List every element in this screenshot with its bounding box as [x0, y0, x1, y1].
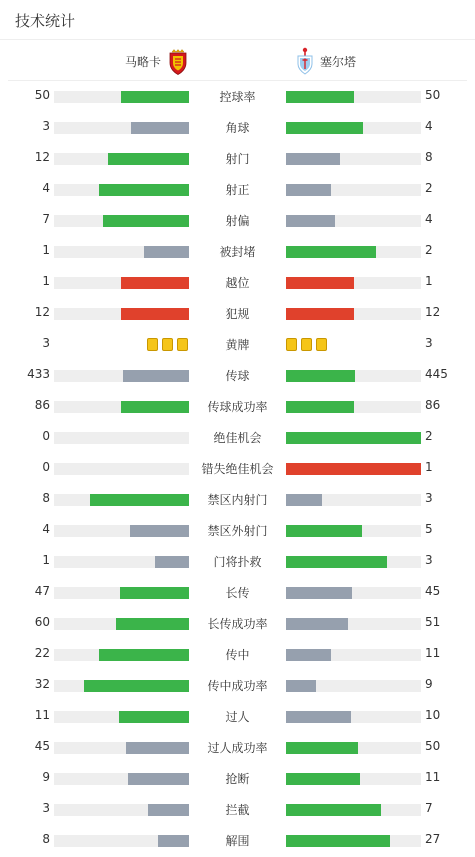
away-stat-bar-track	[286, 711, 421, 723]
home-stat-bar-track	[54, 463, 189, 475]
home-stat-value: 3	[42, 801, 50, 815]
home-stat-bar-fill	[121, 401, 189, 413]
home-stat-bar-fill	[131, 122, 189, 134]
away-stat-bar-fill	[286, 153, 340, 165]
away-stat-bar-track	[286, 370, 421, 382]
home-stat-bar-track	[54, 153, 189, 165]
away-stat-value: 45	[425, 584, 441, 598]
home-stat-value: 45	[34, 739, 50, 753]
away-stat-bar-fill	[286, 184, 331, 196]
home-stat-value: 9	[42, 770, 50, 784]
home-stat-value: 7	[42, 212, 50, 226]
home-stat-bar-fill	[121, 91, 189, 103]
home-stat-value: 86	[34, 398, 50, 412]
away-stat-value: 86	[425, 398, 441, 412]
home-stat-value: 0	[42, 429, 50, 443]
home-stat-bar-fill	[144, 246, 189, 258]
stat-row	[0, 391, 475, 422]
away-stat-value: 11	[425, 770, 441, 784]
stat-row	[0, 732, 475, 763]
away-stat-value: 445	[425, 367, 448, 381]
away-stat-value: 2	[425, 181, 433, 195]
home-stat-bar-fill	[103, 215, 189, 227]
stat-row	[0, 267, 475, 298]
stat-row	[0, 701, 475, 732]
away-stat-bar-fill	[286, 401, 354, 413]
home-stat-bar-track	[54, 122, 189, 134]
home-stat-bar-fill	[126, 742, 189, 754]
away-stat-bar-track	[286, 184, 421, 196]
away-stat-bar-fill	[286, 835, 390, 847]
home-stat-bar-track	[54, 556, 189, 568]
stat-row	[0, 484, 475, 515]
stat-row	[0, 298, 475, 329]
home-stat-value: 433	[27, 367, 50, 381]
away-stat-bar-track	[286, 401, 421, 413]
away-stat-bar-fill	[286, 308, 354, 320]
home-stat-bar-track	[54, 494, 189, 506]
away-stat-bar-fill	[286, 463, 421, 475]
away-stat-bar-track	[286, 91, 421, 103]
home-stat-bar-track	[54, 308, 189, 320]
away-stat-bar-track	[286, 494, 421, 506]
away-stat-bar-fill	[286, 525, 362, 537]
home-stat-bar-track	[54, 742, 189, 754]
away-stat-value: 5	[425, 522, 433, 536]
away-stat-bar-track	[286, 463, 421, 475]
stat-row	[0, 515, 475, 546]
stat-row	[0, 825, 475, 856]
home-stat-bar-fill	[108, 153, 189, 165]
home-stat-value: 3	[42, 119, 50, 133]
home-stat-bar-fill	[123, 370, 189, 382]
yellow-card-icon	[301, 338, 312, 351]
stat-label: 黄牌	[225, 338, 250, 352]
stat-row	[0, 236, 475, 267]
stat-label: 越位	[225, 276, 250, 290]
away-stat-bar-fill	[286, 773, 360, 785]
home-stat-value: 11	[34, 708, 50, 722]
stat-label: 射偏	[225, 214, 250, 228]
away-stat-value: 8	[425, 150, 433, 164]
home-stat-bar-fill	[155, 556, 189, 568]
teams-header	[8, 41, 467, 81]
yellow-card-icon	[162, 338, 173, 351]
stat-label: 抢断	[225, 772, 250, 786]
home-stat-bar-track	[54, 773, 189, 785]
away-stat-bar-track	[286, 804, 421, 816]
away-stat-bar-fill	[286, 370, 355, 382]
stat-label: 禁区内射门	[207, 493, 268, 507]
stat-label: 拦截	[225, 803, 250, 817]
stat-row	[0, 608, 475, 639]
away-stat-bar-fill	[286, 618, 348, 630]
home-stat-bar-fill	[121, 277, 189, 289]
away-stat-bar-track	[286, 587, 421, 599]
home-stat-bar-track	[54, 432, 189, 444]
stat-label: 长传	[225, 586, 250, 600]
stat-row	[0, 763, 475, 794]
home-stat-bar-fill	[121, 308, 189, 320]
home-stat-value: 0	[42, 460, 50, 474]
away-stat-bar-track	[286, 773, 421, 785]
home-stat-bar-fill	[128, 773, 189, 785]
stat-label: 门将扑救	[213, 555, 262, 569]
away-stat-bar-track	[286, 246, 421, 258]
home-stat-value: 3	[42, 336, 50, 350]
home-stat-bar-track	[54, 246, 189, 258]
away-stat-bar-fill	[286, 711, 351, 723]
stat-row	[0, 577, 475, 608]
stat-label: 控球率	[219, 90, 256, 104]
home-stat-bar-fill	[84, 680, 189, 692]
yellow-card-icon	[147, 338, 158, 351]
home-stat-bar-track	[54, 401, 189, 413]
home-stat-value: 32	[34, 677, 50, 691]
away-stat-value: 3	[425, 553, 433, 567]
away-stat-bar-fill	[286, 494, 322, 506]
away-stat-bar-track	[286, 432, 421, 444]
home-stat-value: 12	[34, 150, 50, 164]
home-stat-value: 60	[34, 615, 50, 629]
away-stat-bar-track	[286, 153, 421, 165]
away-stat-value: 3	[425, 491, 433, 505]
away-team-name[interactable]: 塞尔塔	[320, 55, 357, 69]
stat-label: 长传成功率	[207, 617, 268, 631]
home-stat-bar-track	[54, 680, 189, 692]
home-stat-value: 1	[42, 243, 50, 257]
stat-label: 过人成功率	[207, 741, 268, 755]
stat-label: 绝佳机会	[213, 431, 262, 445]
stat-row	[0, 329, 475, 360]
away-stat-bar-fill	[286, 742, 358, 754]
away-stat-bar-track	[286, 680, 421, 692]
stat-row	[0, 360, 475, 391]
home-stat-bar-track	[54, 804, 189, 816]
home-stat-value: 50	[34, 88, 50, 102]
away-stat-value: 51	[425, 615, 441, 629]
away-stat-bar-track	[286, 618, 421, 630]
home-stat-bar-fill	[99, 649, 189, 661]
home-stat-bar-track	[54, 711, 189, 723]
home-stat-bar-track	[54, 618, 189, 630]
stat-label: 过人	[225, 710, 250, 724]
stat-row	[0, 112, 475, 143]
away-stat-bar-fill	[286, 649, 331, 661]
home-stat-bar-fill	[99, 184, 189, 196]
home-stat-bar-fill	[119, 711, 189, 723]
away-stat-bar-fill	[286, 215, 335, 227]
home-stat-bar-track	[54, 184, 189, 196]
away-stat-bar-fill	[286, 432, 421, 444]
yellow-card-icon	[286, 338, 297, 351]
away-stat-value: 4	[425, 212, 433, 226]
away-stat-value: 50	[425, 88, 441, 102]
home-stat-bar-fill	[120, 587, 189, 599]
away-stat-bar-fill	[286, 246, 376, 258]
home-stat-bar-fill	[158, 835, 189, 847]
home-stat-bar-track	[54, 91, 189, 103]
stat-row	[0, 205, 475, 236]
home-stat-value: 8	[42, 832, 50, 846]
away-stat-value: 27	[425, 832, 441, 846]
away-stat-value: 1	[425, 460, 433, 474]
away-stat-value: 4	[425, 119, 433, 133]
home-stat-bar-track	[54, 215, 189, 227]
home-stat-value: 47	[34, 584, 50, 598]
stat-label: 解围	[225, 834, 250, 848]
stat-label: 禁区外射门	[207, 524, 268, 538]
away-stat-bar-fill	[286, 804, 381, 816]
home-stat-value: 22	[34, 646, 50, 660]
away-stat-value: 2	[425, 243, 433, 257]
away-stat-value: 10	[425, 708, 441, 722]
away-stat-bar-fill	[286, 587, 352, 599]
stat-row	[0, 81, 475, 112]
away-stat-bar-fill	[286, 680, 316, 692]
home-stat-bar-track	[54, 835, 189, 847]
away-stat-bar-track	[286, 835, 421, 847]
away-stat-value: 12	[425, 305, 441, 319]
home-stat-bar-track	[54, 587, 189, 599]
home-stat-value: 1	[42, 274, 50, 288]
home-team-crest-icon[interactable]	[168, 49, 188, 75]
away-stat-bar-track	[286, 122, 421, 134]
yellow-card-icon	[316, 338, 327, 351]
away-stat-value: 7	[425, 801, 433, 815]
away-stat-bar-fill	[286, 122, 363, 134]
stat-row	[0, 143, 475, 174]
home-stat-value: 4	[42, 181, 50, 195]
away-stat-bar-track	[286, 215, 421, 227]
home-stat-value: 12	[34, 305, 50, 319]
away-stat-bar-fill	[286, 556, 387, 568]
away-stat-value: 2	[425, 429, 433, 443]
away-stat-value: 1	[425, 274, 433, 288]
stat-row	[0, 546, 475, 577]
stat-row	[0, 639, 475, 670]
yellow-card-icon	[177, 338, 188, 351]
stat-label: 射门	[225, 152, 250, 166]
away-stat-bar-track	[286, 525, 421, 537]
away-team-crest-icon[interactable]	[296, 47, 314, 75]
away-stat-value: 11	[425, 646, 441, 660]
away-stat-bar-fill	[286, 277, 354, 289]
stat-row	[0, 670, 475, 701]
home-stat-bar-fill	[130, 525, 189, 537]
away-stat-bar-track	[286, 308, 421, 320]
section-header	[0, 0, 475, 40]
home-team-name[interactable]: 马略卡	[125, 55, 162, 69]
stat-label: 犯规	[225, 307, 250, 321]
stat-label: 射正	[225, 183, 250, 197]
away-stat-value: 50	[425, 739, 441, 753]
home-stat-bar-fill	[116, 618, 189, 630]
stat-row	[0, 422, 475, 453]
stat-row	[0, 453, 475, 484]
home-stat-bar-track	[54, 525, 189, 537]
home-stat-bar-track	[54, 277, 189, 289]
stat-label: 角球	[225, 121, 250, 135]
home-stat-bar-fill	[148, 804, 189, 816]
away-stat-bar-track	[286, 277, 421, 289]
away-stat-bar-fill	[286, 91, 354, 103]
stat-label: 传球	[225, 369, 250, 383]
home-stat-bar-track	[54, 370, 189, 382]
stat-row	[0, 794, 475, 825]
home-stat-value: 4	[42, 522, 50, 536]
home-stat-value: 8	[42, 491, 50, 505]
away-stat-bar-track	[286, 649, 421, 661]
stat-label: 传球成功率	[207, 400, 268, 414]
home-stat-bar-track	[54, 649, 189, 661]
away-stat-value: 9	[425, 677, 433, 691]
stat-row	[0, 174, 475, 205]
home-stat-bar-fill	[90, 494, 189, 506]
page-title: 技术统计	[15, 12, 76, 30]
stat-label: 传中	[225, 648, 250, 662]
away-stat-bar-track	[286, 742, 421, 754]
stat-label: 被封堵	[219, 245, 256, 259]
stat-label: 错失绝佳机会	[201, 462, 274, 476]
away-stat-bar-track	[286, 556, 421, 568]
stat-label: 传中成功率	[207, 679, 268, 693]
home-stat-value: 1	[42, 553, 50, 567]
away-stat-value: 3	[425, 336, 433, 350]
